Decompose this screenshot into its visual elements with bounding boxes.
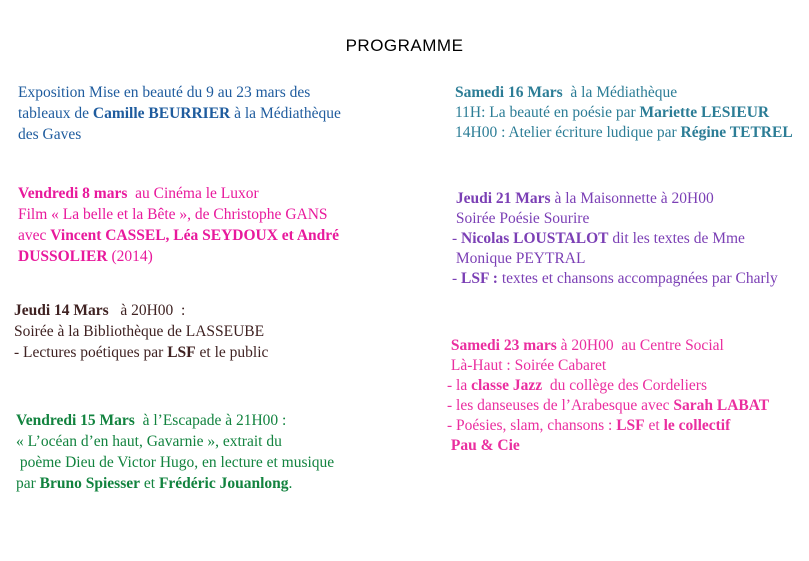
event-text-line (14, 342, 394, 363)
emphasized-text: Vendredi 15 Mars (16, 412, 135, 429)
event-text-line (447, 436, 809, 456)
emphasized-text: Samedi 16 Mars (455, 84, 563, 101)
emphasized-text: Vincent CASSEL, Léa SEYDOUX et André (50, 227, 340, 244)
text-segment: Soirée à la Bibliothèque de LASSEUBE (14, 323, 265, 340)
event-text-line (455, 83, 809, 103)
text-segment: et (140, 475, 159, 492)
event-text-line (447, 376, 809, 396)
text-segment: 14H00 : Atelier écriture ludique par (455, 124, 681, 141)
event-text-line (18, 103, 388, 124)
event-text-line (16, 431, 406, 452)
emphasized-text: Régine TETREL (680, 124, 793, 141)
event-text-line (18, 183, 408, 204)
event-block-exposition (18, 82, 388, 145)
event-text-line (16, 410, 406, 431)
event-text-line (16, 473, 406, 494)
emphasized-text: DUSSOLIER (18, 248, 108, 265)
emphasized-text: Mariette LESIEUR (639, 104, 770, 121)
text-segment: - la (447, 377, 472, 394)
text-segment: - Lectures poétiques par (14, 344, 168, 361)
event-text-line (18, 204, 408, 225)
text-segment: tableaux de (18, 105, 93, 122)
emphasized-text: LSF (167, 344, 196, 361)
emphasized-text: Jeudi 14 Mars (14, 302, 109, 319)
page-title: PROGRAMME (345, 36, 464, 55)
event-block-vendredi-15-mars (16, 410, 406, 494)
text-segment: Soirée Poésie Sourire (452, 210, 590, 227)
event-text-line (452, 249, 809, 269)
event-text-line (447, 416, 809, 436)
text-segment: dit les textes de Mme (608, 230, 745, 247)
text-segment: textes et chansons accompagnées par Charly (497, 270, 778, 287)
emphasized-text: LSF (616, 417, 645, 434)
emphasized-text: Bruno Spiesser (39, 475, 141, 492)
emphasized-text: Sarah LABAT (673, 397, 770, 414)
event-text-line (18, 124, 388, 145)
event-block-samedi-23-mars (447, 336, 809, 456)
event-text-line (452, 229, 809, 249)
event-text-line (447, 356, 809, 376)
event-text-line (18, 82, 388, 103)
text-segment: et (644, 417, 664, 434)
text-segment: au Cinéma le Luxor (127, 185, 259, 202)
text-segment: . (288, 475, 293, 492)
text-segment: - (452, 230, 462, 247)
event-text-line (447, 396, 809, 416)
emphasized-text: classe Jazz (471, 377, 543, 394)
event-text-line (455, 103, 809, 123)
emphasized-text: Pau & Cie (450, 437, 520, 454)
emphasized-text: LSF : (461, 270, 498, 287)
event-text-line (452, 189, 809, 209)
event-text-line (14, 300, 394, 321)
emphasized-text: Vendredi 8 mars (18, 185, 128, 202)
text-segment: des Gaves (18, 126, 82, 143)
text-segment: du collège des Cordeliers (542, 377, 707, 394)
emphasized-text: Nicolas LOUSTALOT (461, 230, 609, 247)
text-segment: à 20H00 au Centre Social (556, 337, 724, 354)
event-text-line (452, 269, 809, 289)
text-segment: - les danseuses de l’Arabesque avec (447, 397, 674, 414)
text-segment: 11H: La beauté en poésie par (455, 104, 640, 121)
text-segment: à la Maisonnette à 20H00 (550, 190, 714, 207)
text-segment: poème Dieu de Victor Hugo, en lecture et musique (16, 454, 335, 471)
event-text-line (452, 209, 809, 229)
text-segment: « L’océan d’en haut, Gavarnie », extrait du (16, 433, 282, 450)
text-segment: (2014) (107, 248, 153, 265)
event-text-line (447, 336, 809, 356)
event-text-line (18, 225, 408, 246)
emphasized-text: le collectif (663, 417, 731, 434)
text-segment: par (16, 475, 40, 492)
text-segment: Monique PEYTRAL (452, 250, 586, 267)
text-segment: et le public (195, 344, 269, 361)
emphasized-text: Jeudi 21 Mars (455, 190, 551, 207)
text-segment: Film « La belle et la Bête », de Christophe GANS (18, 206, 328, 223)
event-text-line (14, 321, 394, 342)
event-text-line (18, 246, 408, 267)
text-segment: - (452, 270, 462, 287)
text-segment: avec (18, 227, 51, 244)
event-block-samedi-16-mars (455, 83, 809, 143)
event-block-vendredi-8-mars (18, 183, 408, 267)
text-segment: à la Médiathèque (562, 84, 678, 101)
event-block-jeudi-21-mars (452, 189, 809, 289)
event-text-line (455, 123, 809, 143)
text-segment: Exposition Mise en beauté du 9 au 23 mars des (18, 84, 311, 101)
event-block-jeudi-14-mars (14, 300, 394, 363)
emphasized-text: Camille BEURRIER (92, 105, 231, 122)
event-text-line (16, 452, 406, 473)
text-segment: à 20H00 : (108, 302, 186, 319)
text-segment: - Poésies, slam, chansons : (447, 417, 617, 434)
text-segment: à la Médiathèque (230, 105, 341, 122)
text-segment: à l’Escapade à 21H00 : (134, 412, 287, 429)
emphasized-text: Samedi 23 mars (450, 337, 557, 354)
emphasized-text: Frédéric Jouanlong (158, 475, 289, 492)
text-segment: Là-Haut : Soirée Cabaret (447, 357, 607, 374)
